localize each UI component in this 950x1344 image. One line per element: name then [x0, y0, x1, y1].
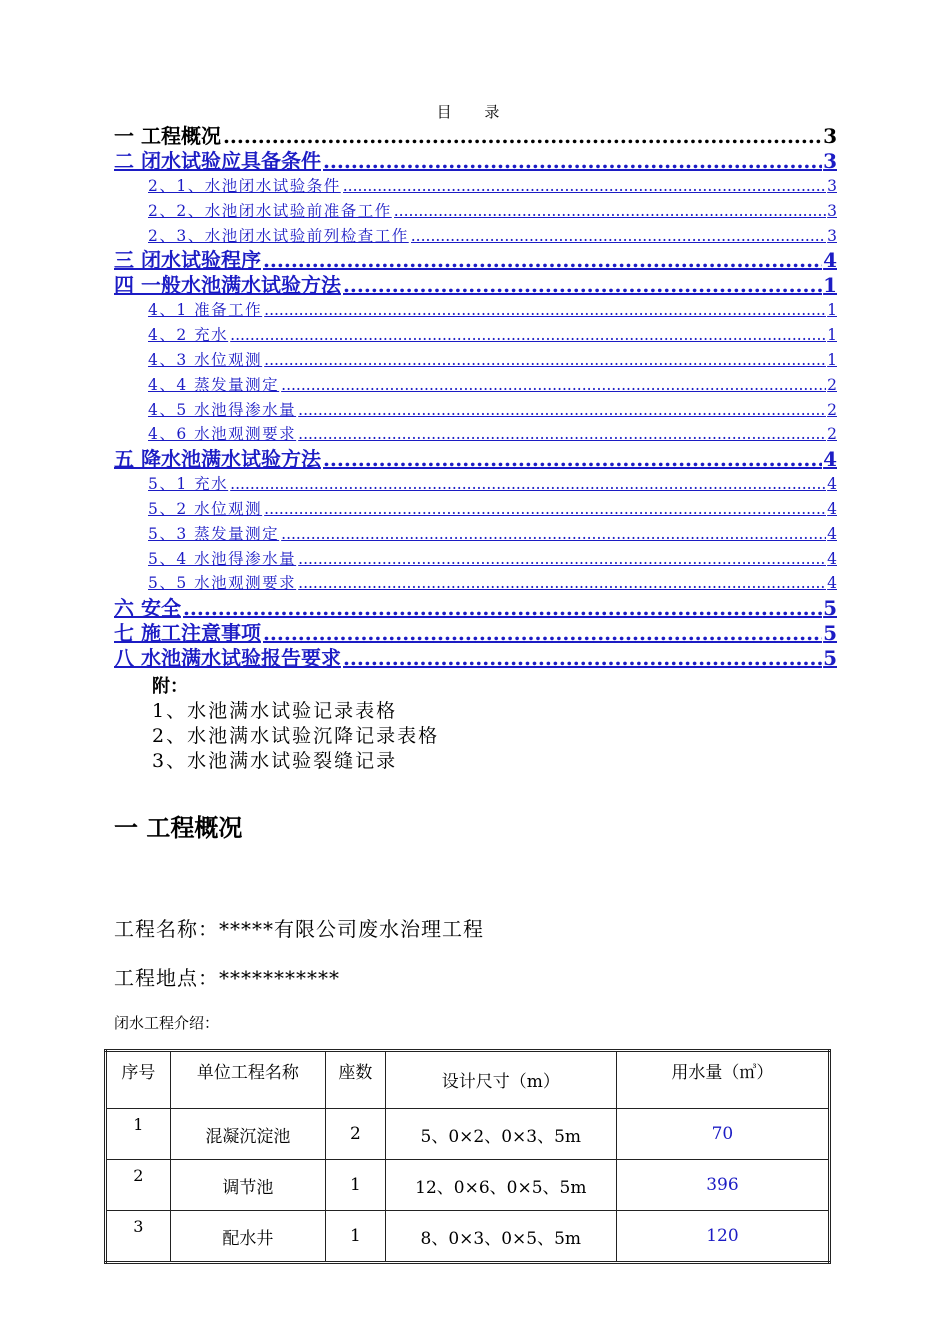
toc-entry-page: 1 [827, 301, 837, 320]
toc-entry-page: 1 [827, 326, 837, 345]
toc-entry[interactable] [114, 149, 837, 174]
toc-entry-page: 3 [823, 124, 837, 148]
toc-leader-dots [343, 273, 822, 298]
toc-entry[interactable] [114, 398, 837, 423]
toc-entry[interactable] [114, 348, 837, 373]
intro-label: 闭水工程介绍： [114, 1014, 220, 1032]
toc-entry-title: 5、1 充水 [148, 475, 229, 494]
cell-water: 396 [616, 1160, 829, 1211]
toc-entry-page: 4 [827, 549, 837, 568]
toc-leader-dots [281, 373, 826, 398]
toc-entry-title: 4、1 准备工作 [148, 301, 263, 320]
cell-seq: 2 [106, 1160, 171, 1211]
table-header-row [106, 1051, 830, 1109]
toc-leader-dots [183, 596, 822, 621]
toc-entry-title: 5、3 蒸发量测定 [148, 524, 280, 543]
appendix [152, 674, 439, 774]
project-location: 工程地点：*********** [114, 966, 340, 990]
cell-water: 70 [616, 1109, 829, 1160]
toc-entry[interactable] [114, 621, 837, 646]
header-water: 用水量（㎥） [616, 1051, 829, 1109]
toc-entry-title: 2、2、水池闭水试验前准备工作 [148, 201, 392, 220]
toc-entry[interactable] [114, 373, 837, 398]
toc-entry[interactable] [114, 174, 837, 199]
toc-leader-dots [323, 149, 822, 174]
toc-leader-dots [343, 646, 822, 671]
appendix-item: 2、水池满水试验沉降记录表格 [152, 725, 440, 747]
toc-leader-dots [281, 522, 826, 547]
toc-entry[interactable] [114, 547, 837, 572]
toc-leader-dots [298, 422, 826, 447]
toc-entry-page: 4 [823, 447, 837, 472]
toc-entry[interactable] [114, 646, 837, 671]
toc-entry[interactable] [114, 298, 837, 323]
appendix-item: 1、水池满水试验记录表格 [152, 700, 398, 722]
cell-unit-name: 配水井 [170, 1211, 325, 1263]
cell-water: 120 [616, 1211, 829, 1263]
toc-entry[interactable] [114, 224, 837, 249]
toc-entry-page: 5 [823, 621, 837, 646]
cell-unit-name: 混凝沉淀池 [170, 1109, 325, 1160]
toc-entry-page: 4 [827, 475, 837, 494]
toc-entry-title: 一 工程概况 [114, 124, 221, 148]
toc-leader-dots [298, 571, 826, 596]
cell-count: 1 [326, 1160, 386, 1211]
toc-entry[interactable] [114, 447, 837, 472]
toc-leader-dots [323, 447, 822, 472]
toc-leader-dots [264, 497, 826, 522]
toc-entry-page: 2 [827, 375, 837, 394]
table-row [106, 1211, 830, 1263]
header-size: 设计尺寸（m） [385, 1051, 616, 1109]
table-row [106, 1109, 830, 1160]
toc-entry-page: 4 [827, 574, 837, 593]
toc-entry-page: 2 [827, 425, 837, 444]
toc-entry[interactable] [114, 596, 837, 621]
toc-entry-title: 五 降水池满水试验方法 [114, 447, 321, 472]
toc-leader-dots [264, 348, 826, 373]
toc-entry-title: 5、2 水位观测 [148, 499, 263, 518]
toc-entry-title: 三 闭水试验程序 [114, 248, 261, 273]
header-unit-name: 单位工程名称 [170, 1051, 325, 1109]
cell-unit-name: 调节池 [170, 1160, 325, 1211]
toc-entry-page: 4 [823, 248, 837, 273]
project-name: 工程名称：*****有限公司废水治理工程 [114, 917, 484, 941]
toc-leader-dots [298, 398, 826, 423]
toc-entry[interactable] [114, 422, 837, 447]
toc-entry-title: 4、4 蒸发量测定 [148, 375, 280, 394]
toc-entry[interactable] [114, 248, 837, 273]
cell-seq: 3 [106, 1211, 171, 1263]
toc-leader-dots [298, 547, 826, 572]
toc-entry-page: 5 [823, 646, 837, 671]
cell-size: 12、0×6、0×5、5m [385, 1160, 616, 1211]
toc-entry-page: 3 [823, 149, 837, 173]
toc-entry-title: 八 水池满水试验报告要求 [114, 646, 341, 671]
toc-entry-page: 1 [827, 350, 837, 369]
toc-leader-dots [343, 174, 826, 199]
toc-entry-title: 4、3 水位观测 [148, 350, 263, 369]
toc-entry[interactable] [114, 273, 837, 298]
header-count: 座数 [326, 1051, 386, 1109]
toc-entry-page: 3 [827, 177, 837, 195]
toc-leader-dots [223, 124, 822, 149]
toc-entry-title: 4、6 水池观测要求 [148, 425, 297, 444]
toc-leader-dots [264, 298, 826, 323]
section-title: 一 工程概况 [114, 813, 243, 842]
toc-leader-dots [394, 199, 826, 224]
toc-entry[interactable] [114, 522, 837, 547]
toc-entry-title: 四 一般水池满水试验方法 [114, 273, 341, 298]
toc-entry-title: 5、4 水池得渗水量 [148, 549, 297, 568]
cell-size: 8、0×3、0×5、5m [385, 1211, 616, 1263]
cell-count: 2 [326, 1109, 386, 1160]
toc-entry-title: 六 安全 [114, 596, 181, 621]
toc-entry[interactable] [114, 571, 837, 596]
toc-entry-title: 4、5 水池得渗水量 [148, 400, 297, 419]
toc-entry-page: 4 [827, 499, 837, 518]
toc-entry-title: 七 施工注意事项 [114, 621, 261, 646]
project-table [104, 1049, 831, 1264]
toc-entry-page: 3 [827, 226, 837, 245]
toc-entry [114, 124, 837, 149]
toc-entry[interactable] [114, 472, 837, 497]
toc-entry-title: 2、3、水池闭水试验前列检查工作 [148, 226, 409, 245]
toc-entry-page: 5 [823, 596, 837, 621]
toc-entry-title: 4、2 充水 [148, 326, 229, 345]
toc-entry-page: 2 [827, 400, 837, 419]
toc-entry-title: 二 闭水试验应具备条件 [114, 149, 321, 173]
appendix-title: 附： [152, 676, 188, 697]
toc-entry-page: 3 [827, 201, 837, 220]
toc-entry[interactable] [114, 497, 837, 522]
toc-entry-title: 5、5 水池观测要求 [148, 574, 297, 593]
toc-leader-dots [230, 323, 826, 348]
toc-entry-page: 4 [827, 524, 837, 543]
toc-entry-title: 2、1、水池闭水试验条件 [148, 177, 341, 195]
toc-entry[interactable] [114, 199, 837, 224]
cell-seq: 1 [106, 1109, 171, 1160]
table-row [106, 1160, 830, 1211]
toc-heading: 目 录 [436, 103, 514, 121]
header-seq: 序号 [106, 1051, 171, 1109]
table-of-contents [114, 124, 837, 671]
appendix-item: 3、水池满水试验裂缝记录 [152, 750, 398, 772]
toc-leader-dots [411, 224, 826, 249]
cell-count: 1 [326, 1211, 386, 1263]
cell-size: 5、0×2、0×3、5m [385, 1109, 616, 1160]
toc-leader-dots [230, 472, 826, 497]
toc-entry[interactable] [114, 323, 837, 348]
toc-entry-page: 1 [823, 273, 837, 298]
toc-leader-dots [263, 621, 822, 646]
toc-leader-dots [263, 248, 822, 273]
